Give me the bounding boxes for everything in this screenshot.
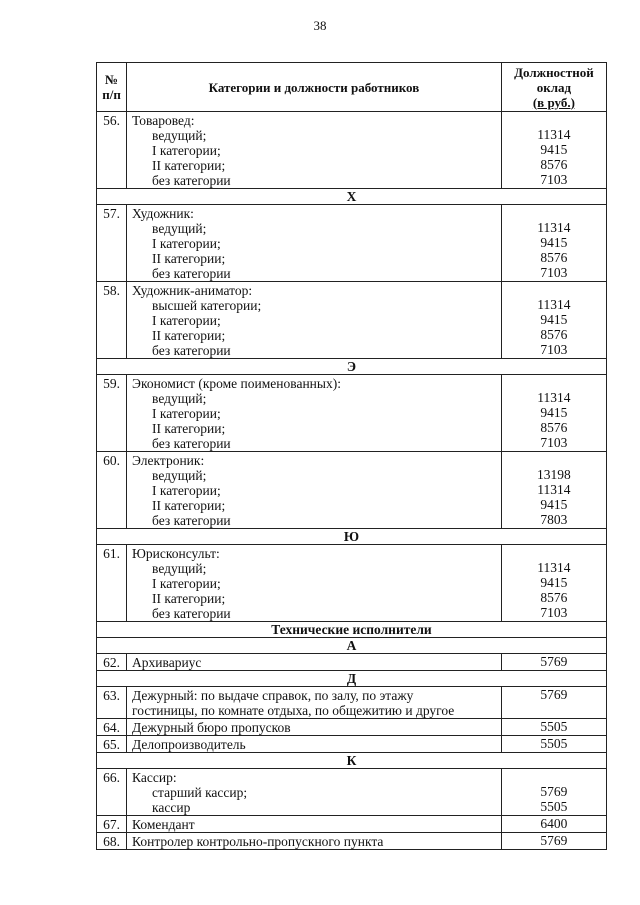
position-title: Кассир: bbox=[132, 770, 177, 785]
salary-value: 9415 bbox=[540, 235, 568, 250]
salary-value: 7103 bbox=[540, 605, 568, 620]
position-grade: II категории; bbox=[152, 158, 226, 173]
salary-value: 11314 bbox=[537, 560, 571, 575]
position-cell bbox=[127, 375, 502, 452]
salary-value: 7103 bbox=[540, 342, 568, 357]
header-number-line1: № bbox=[104, 72, 119, 87]
salary-value: 8576 bbox=[540, 420, 568, 435]
table-row bbox=[97, 452, 607, 529]
salary-spacer bbox=[502, 545, 606, 560]
position-grade: без категории bbox=[152, 266, 231, 281]
position-title: Дежурный: по выдаче справок, по залу, по этажу bbox=[132, 688, 414, 703]
salary-value: 11314 bbox=[537, 220, 571, 235]
header-salary bbox=[501, 63, 606, 112]
salary-cell bbox=[501, 452, 606, 529]
table-row bbox=[97, 654, 607, 671]
section-row bbox=[97, 753, 607, 769]
salary-value: 5769 bbox=[540, 784, 568, 799]
position-grade: старший кассир; bbox=[152, 785, 248, 800]
position-title: Дежурный бюро пропусков bbox=[132, 720, 291, 735]
salary-spacer bbox=[502, 769, 606, 784]
position-grade: I категории; bbox=[152, 406, 221, 421]
table-row bbox=[97, 545, 607, 622]
position-cell bbox=[127, 545, 502, 622]
salary-spacer bbox=[502, 282, 606, 297]
position-cell bbox=[127, 687, 502, 719]
section-label: Х bbox=[97, 189, 607, 205]
salary-value: 8576 bbox=[540, 590, 568, 605]
section-row bbox=[97, 622, 607, 638]
salary-cell bbox=[501, 205, 606, 282]
salary-value: 11314 bbox=[537, 127, 571, 142]
row-number: 58. bbox=[97, 282, 127, 359]
section-label: Технические исполнители bbox=[97, 622, 607, 638]
salary-value: 13198 bbox=[537, 467, 571, 482]
position-grade: I категории; bbox=[152, 313, 221, 328]
salary-cell bbox=[501, 719, 606, 736]
position-title: Экономист (кроме поименованных): bbox=[132, 376, 341, 391]
salary-value: 5769 bbox=[540, 833, 568, 848]
salary-value: 5505 bbox=[540, 719, 568, 734]
position-grade: ведущий; bbox=[152, 221, 207, 236]
row-number: 65. bbox=[97, 736, 127, 753]
salary-value: 7103 bbox=[540, 172, 568, 187]
table-row bbox=[97, 736, 607, 753]
header-salary-line2: оклад bbox=[536, 79, 572, 95]
table-row bbox=[97, 719, 607, 736]
position-title: Комендант bbox=[132, 817, 195, 832]
position-grade: ведущий; bbox=[152, 128, 207, 143]
salary-cell bbox=[501, 816, 606, 833]
position-title: Архивариус bbox=[132, 655, 202, 670]
salary-value: 5769 bbox=[540, 654, 568, 669]
section-label: Ю bbox=[97, 529, 607, 545]
salary-cell bbox=[501, 545, 606, 622]
position-title: Юрисконсульт: bbox=[132, 546, 220, 561]
row-number: 57. bbox=[97, 205, 127, 282]
position-cell bbox=[127, 816, 502, 833]
position-grade: ведущий; bbox=[152, 561, 207, 576]
table-row bbox=[97, 282, 607, 359]
table-row bbox=[97, 769, 607, 816]
position-grade: II категории; bbox=[152, 591, 226, 606]
position-grade: II категории; bbox=[152, 421, 226, 436]
position-grade: без категории bbox=[152, 606, 231, 621]
position-grade: II категории; bbox=[152, 328, 226, 343]
salary-value: 8576 bbox=[540, 250, 568, 265]
position-grade: I категории; bbox=[152, 236, 221, 251]
header-salary-line1: Должностной bbox=[514, 64, 594, 80]
salary-spacer bbox=[502, 452, 606, 467]
header-number-line2: п/п bbox=[102, 87, 121, 102]
position-title: Делопроизводитель bbox=[132, 737, 246, 752]
salary-table bbox=[96, 62, 607, 850]
row-number: 59. bbox=[97, 375, 127, 452]
position-cell bbox=[127, 833, 502, 850]
position-title-continuation: гостиницы, по комнате отдыха, по общежитию и другое bbox=[132, 703, 455, 718]
row-number: 67. bbox=[97, 816, 127, 833]
table-row bbox=[97, 687, 607, 719]
section-row bbox=[97, 189, 607, 205]
salary-value: 11314 bbox=[537, 297, 571, 312]
section-row bbox=[97, 638, 607, 654]
position-title: Товаровед: bbox=[132, 113, 195, 128]
salary-value: 8576 bbox=[540, 327, 568, 342]
salary-value: 5505 bbox=[540, 736, 568, 751]
position-cell bbox=[127, 112, 502, 189]
salary-value: 9415 bbox=[540, 497, 568, 512]
salary-value: 9415 bbox=[540, 405, 568, 420]
section-label: Д bbox=[97, 671, 607, 687]
row-number: 64. bbox=[97, 719, 127, 736]
section-label: К bbox=[97, 753, 607, 769]
header-number bbox=[97, 63, 127, 112]
position-grade: высшей категории; bbox=[152, 298, 262, 313]
row-number: 66. bbox=[97, 769, 127, 816]
row-number: 62. bbox=[97, 654, 127, 671]
position-grade: без категории bbox=[152, 343, 231, 358]
table-body bbox=[97, 112, 607, 850]
position-title: Контролер контрольно-пропускного пункта bbox=[132, 834, 384, 849]
salary-value: 6400 bbox=[540, 816, 568, 831]
salary-cell bbox=[501, 282, 606, 359]
salary-spacer bbox=[502, 112, 606, 127]
position-grade: ведущий; bbox=[152, 391, 207, 406]
table-row bbox=[97, 112, 607, 189]
salary-cell bbox=[501, 375, 606, 452]
table-header-row bbox=[97, 63, 607, 112]
salary-cell bbox=[501, 736, 606, 753]
position-grade: кассир bbox=[152, 800, 191, 815]
salary-cell bbox=[501, 833, 606, 850]
position-grade: без категории bbox=[152, 513, 231, 528]
section-label: Э bbox=[97, 359, 607, 375]
position-title: Электроник: bbox=[132, 453, 205, 468]
position-cell bbox=[127, 769, 502, 816]
position-cell bbox=[127, 736, 502, 753]
row-number: 56. bbox=[97, 112, 127, 189]
position-grade: без категории bbox=[152, 173, 231, 188]
salary-cell bbox=[501, 687, 606, 719]
position-title: Художник: bbox=[132, 206, 194, 221]
salary-spacer bbox=[502, 205, 606, 220]
table-row bbox=[97, 816, 607, 833]
salary-value: 5769 bbox=[540, 687, 568, 702]
position-title: Художник-аниматор: bbox=[132, 283, 253, 298]
row-number: 68. bbox=[97, 833, 127, 850]
salary-value: 7803 bbox=[540, 512, 568, 527]
salary-value: 9415 bbox=[540, 575, 568, 590]
position-cell bbox=[127, 452, 502, 529]
header-category: Категории и должности работников bbox=[127, 63, 502, 112]
salary-value: 7103 bbox=[540, 265, 568, 280]
salary-value: 9415 bbox=[540, 142, 568, 157]
table-row bbox=[97, 205, 607, 282]
section-row bbox=[97, 529, 607, 545]
position-cell bbox=[127, 719, 502, 736]
salary-value: 9415 bbox=[540, 312, 568, 327]
salary-value: 8576 bbox=[540, 157, 568, 172]
position-grade: ведущий; bbox=[152, 468, 207, 483]
salary-spacer bbox=[502, 375, 606, 390]
position-grade: I категории; bbox=[152, 576, 221, 591]
row-number: 63. bbox=[97, 687, 127, 719]
salary-cell bbox=[501, 112, 606, 189]
position-cell bbox=[127, 282, 502, 359]
section-row bbox=[97, 359, 607, 375]
salary-value: 11314 bbox=[537, 482, 571, 497]
salary-value: 11314 bbox=[537, 390, 571, 405]
salary-cell bbox=[501, 769, 606, 816]
salary-value: 5505 bbox=[540, 799, 568, 814]
position-cell bbox=[127, 205, 502, 282]
position-grade: без категории bbox=[152, 436, 231, 451]
salary-value: 7103 bbox=[540, 435, 568, 450]
section-label: А bbox=[97, 638, 607, 654]
row-number: 60. bbox=[97, 452, 127, 529]
position-grade: II категории; bbox=[152, 498, 226, 513]
table-row bbox=[97, 375, 607, 452]
section-row bbox=[97, 671, 607, 687]
table-row bbox=[97, 833, 607, 850]
header-salary-line3: (в руб.) bbox=[532, 94, 575, 110]
position-grade: I категории; bbox=[152, 143, 221, 158]
row-number: 61. bbox=[97, 545, 127, 622]
page-number: 38 bbox=[313, 18, 327, 33]
position-grade: I категории; bbox=[152, 483, 221, 498]
position-grade: II категории; bbox=[152, 251, 226, 266]
salary-cell bbox=[501, 654, 606, 671]
position-cell bbox=[127, 654, 502, 671]
